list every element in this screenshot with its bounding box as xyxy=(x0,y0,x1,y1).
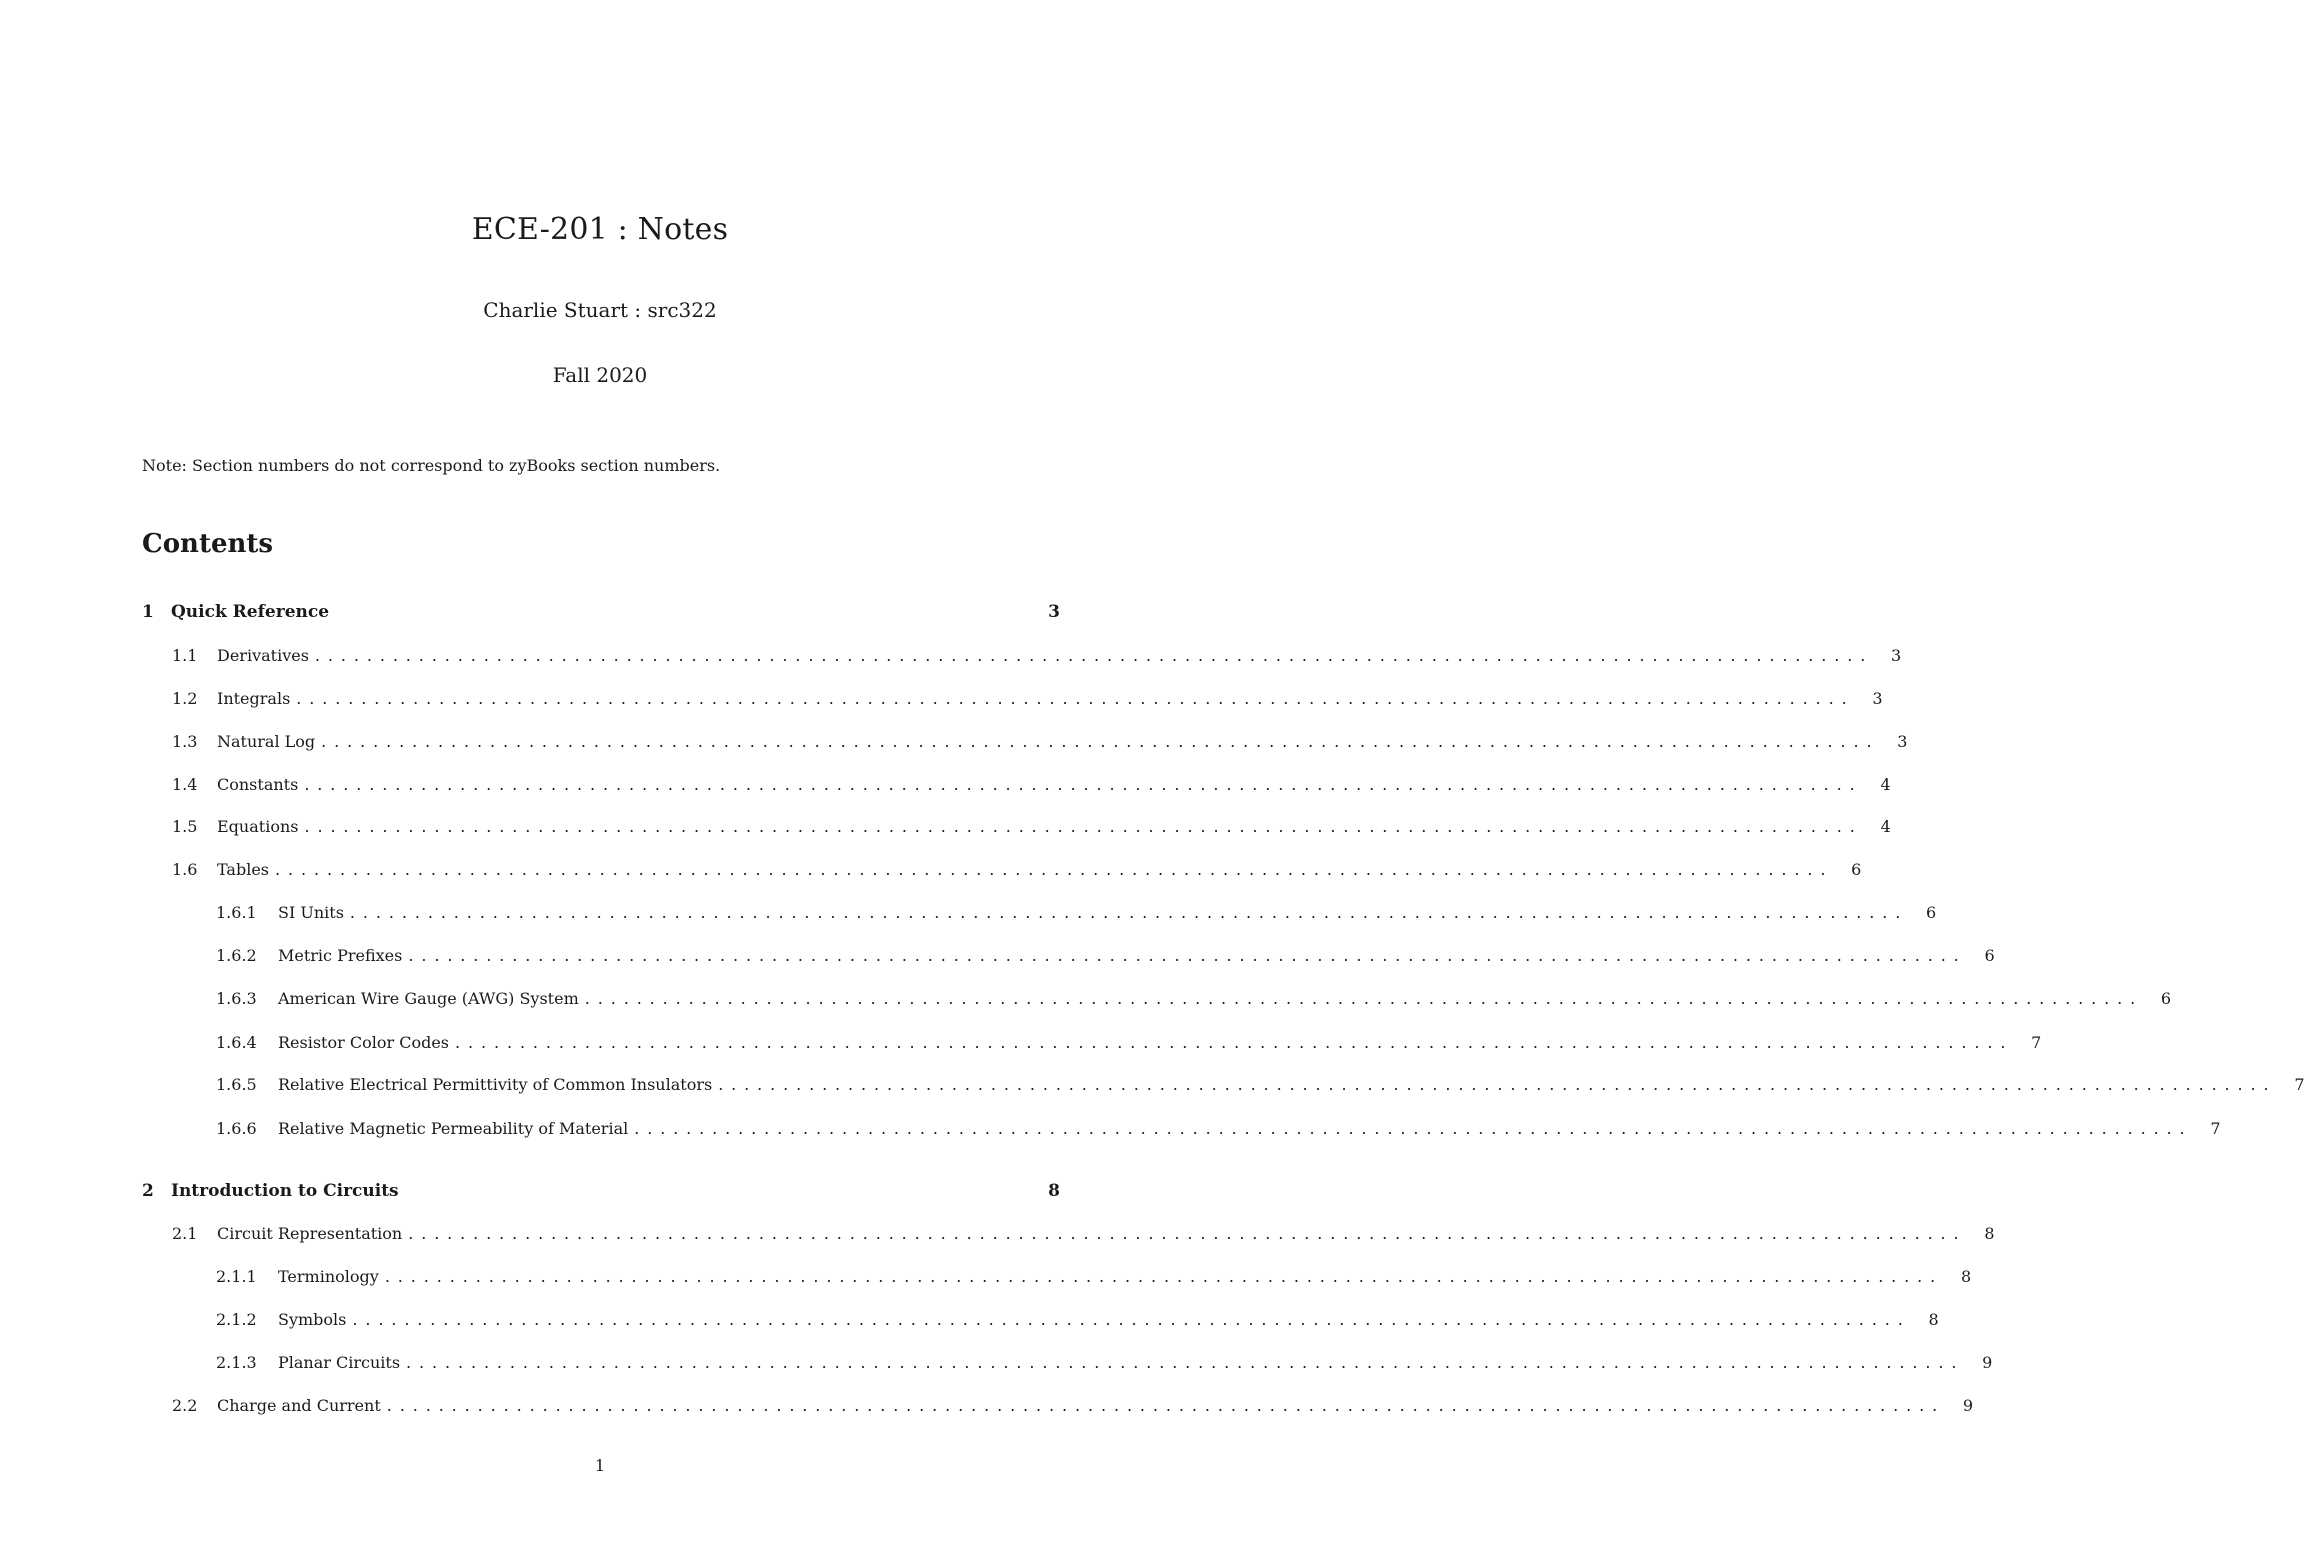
toc-entry-page: 9 xyxy=(1962,1396,1974,1415)
toc-entry-number: 2.2 xyxy=(172,1396,198,1415)
toc-leader-dots: ........................................................................................................................ xyxy=(352,1310,1911,1329)
toc-entry-page: 4 xyxy=(1880,775,1891,794)
toc-entry[interactable] xyxy=(142,644,1902,668)
toc-leader-dots: ........................................................................................................................ xyxy=(406,1353,1965,1372)
toc-entry[interactable] xyxy=(142,1308,1939,1332)
toc-entry[interactable] xyxy=(142,1117,2221,1141)
toc-entry-page: 8 xyxy=(1048,1181,1060,1201)
toc-leader-dots: ........................................................................................................................ xyxy=(584,989,2144,1008)
toc-entry-number: 1 xyxy=(142,602,154,622)
toc-entry-title: SI Units xyxy=(278,903,344,922)
toc-entry-number: 1.3 xyxy=(172,732,198,751)
toc-entry[interactable] xyxy=(142,987,2172,1011)
toc-entry[interactable] xyxy=(142,1222,1995,1246)
toc-entry-title: Tables xyxy=(217,860,270,879)
document-title: ECE-201 : Notes xyxy=(471,212,729,247)
document-author: Charlie Stuart : src322 xyxy=(483,298,717,322)
toc-entry-title: Relative Magnetic Permeability of Material xyxy=(278,1119,629,1138)
toc-entry-title: American Wire Gauge (AWG) System xyxy=(278,989,579,1008)
toc-entry-page: 6 xyxy=(1926,903,1937,922)
toc-leader-dots: ........................................................................................................................ xyxy=(304,817,1863,836)
toc-entry-number: 1.6.2 xyxy=(216,946,257,965)
toc-entry[interactable] xyxy=(142,901,1937,925)
toc-entry-page: 6 xyxy=(1984,946,1995,965)
toc-entry-page: 7 xyxy=(2294,1075,2305,1094)
toc-entry-title: Terminology xyxy=(278,1267,379,1286)
toc-entry-page: 8 xyxy=(1960,1267,1972,1286)
toc-entry[interactable] xyxy=(142,1031,2042,1055)
toc-entry-number: 1.1 xyxy=(172,646,198,665)
toc-leader-dots: ........................................................................................................................ xyxy=(314,646,1874,665)
toc-leader-dots: ........................................................................................................................ xyxy=(408,1224,1967,1243)
toc-entry-title: Introduction to Circuits xyxy=(171,1181,399,1201)
contents-heading: Contents xyxy=(142,529,274,559)
toc-entry-page: 9 xyxy=(1982,1353,1993,1372)
toc-entry-number: 1.4 xyxy=(172,775,198,794)
toc-entry[interactable] xyxy=(142,815,1891,839)
page-number: 1 xyxy=(594,1456,606,1475)
toc-leader-dots: ........................................................................................................................ xyxy=(386,1396,1946,1415)
toc-entry-page: 7 xyxy=(2210,1119,2221,1138)
toc-entry-number: 1.6.1 xyxy=(216,903,257,922)
toc-leader-dots: ........................................................................................................................ xyxy=(321,732,1880,751)
toc-entry[interactable] xyxy=(142,1394,1974,1418)
toc-entry-number: 1.6 xyxy=(172,860,198,879)
toc-entry-title: Circuit Representation xyxy=(217,1224,403,1243)
toc-leader-dots: ........................................................................................................................ xyxy=(296,689,1855,708)
toc-entry-page: 3 xyxy=(1872,689,1883,708)
toc-entry-number: 2.1 xyxy=(172,1224,198,1243)
toc-leader-dots: ........................................................................................................................ xyxy=(455,1033,2014,1052)
toc-entry-page: 6 xyxy=(1851,860,1862,879)
toc-entry[interactable] xyxy=(142,687,1883,711)
toc-entry-page: 7 xyxy=(2031,1033,2042,1052)
toc-entry-number: 2 xyxy=(142,1181,154,1201)
toc-entry[interactable] xyxy=(142,1179,1060,1203)
section-note: Note: Section numbers do not correspond to zyBooks section numbers. xyxy=(142,456,721,475)
document-date: Fall 2020 xyxy=(552,363,648,387)
toc-entry-number: 2.1.3 xyxy=(216,1353,257,1372)
toc-entry-page: 3 xyxy=(1048,602,1060,622)
toc-leader-dots: ........................................................................................................................ xyxy=(275,860,1834,879)
toc-leader-dots: ........................................................................................................................ xyxy=(384,1267,1944,1286)
toc-leader-dots: ........................................................................................................................ xyxy=(634,1119,2193,1138)
toc-entry-page: 3 xyxy=(1891,646,1902,665)
toc-entry-title: Relative Electrical Permittivity of Common Insulators xyxy=(278,1075,713,1094)
toc-entry-number: 1.6.6 xyxy=(216,1119,257,1138)
toc-entry-title: Metric Prefixes xyxy=(278,946,403,965)
toc-entry-title: Derivatives xyxy=(217,646,309,665)
toc-entry[interactable] xyxy=(142,730,1908,754)
toc-entry[interactable] xyxy=(142,944,1995,968)
toc-entry-number: 1.6.3 xyxy=(216,989,257,1008)
toc-entry-title: Natural Log xyxy=(217,732,316,751)
toc-entry-number: 1.2 xyxy=(172,689,198,708)
toc-entry[interactable] xyxy=(142,858,1862,882)
toc-entry-page: 6 xyxy=(2160,989,2172,1008)
toc-leader-dots: ........................................................................................................................ xyxy=(408,946,1967,965)
toc-leader-dots: ........................................................................................................................ xyxy=(349,903,1909,922)
toc-entry[interactable] xyxy=(142,600,1060,624)
toc-entry-number: 2.1.2 xyxy=(216,1310,257,1329)
toc-entry-title: Symbols xyxy=(278,1310,347,1329)
toc-entry-title: Charge and Current xyxy=(217,1396,381,1415)
toc-entry-page: 8 xyxy=(1984,1224,1995,1243)
toc-leader-dots: ........................................................................................................................ xyxy=(718,1075,2277,1094)
toc-leader-dots: ........................................................................................................................ xyxy=(304,775,1863,794)
toc-entry-page: 8 xyxy=(1928,1310,1939,1329)
toc-entry-title: Resistor Color Codes xyxy=(278,1033,450,1052)
toc-entry[interactable] xyxy=(142,1265,1972,1289)
toc-entry-title: Quick Reference xyxy=(171,602,330,622)
toc-entry-title: Constants xyxy=(217,775,299,794)
toc-entry-title: Equations xyxy=(217,817,299,836)
toc-entry-page: 4 xyxy=(1880,817,1891,836)
toc-entry-title: Planar Circuits xyxy=(278,1353,401,1372)
toc-entry-title: Integrals xyxy=(217,689,291,708)
toc-entry[interactable] xyxy=(142,1351,1993,1375)
toc-entry-number: 1.6.4 xyxy=(216,1033,257,1052)
toc-entry-number: 2.1.1 xyxy=(216,1267,257,1286)
toc-entry-page: 3 xyxy=(1897,732,1908,751)
toc-entry[interactable] xyxy=(142,773,1891,797)
toc-entry[interactable] xyxy=(142,1073,2305,1097)
toc-entry-number: 1.6.5 xyxy=(216,1075,257,1094)
toc-entry-number: 1.5 xyxy=(172,817,198,836)
